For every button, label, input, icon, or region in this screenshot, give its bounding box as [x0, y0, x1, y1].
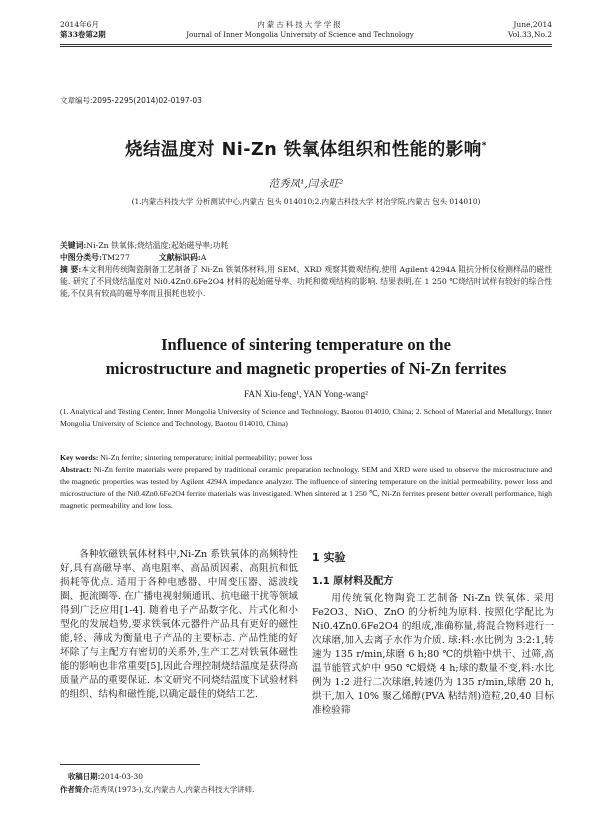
en-affiliation: (1. Analytical and Testing Center, Inner Mongolia University of Science and Technology, Baotou 014010, China; 2. School of Material and Metallurgy, Inner Mongolia University of Science and Technology, Baotou 014010, China) — [60, 407, 552, 428]
en-authors: FAN Xiu-feng¹, YAN Yong-wang² — [244, 389, 368, 399]
en-abstract — [60, 464, 552, 512]
en-keywords-label: Key words: — [60, 453, 99, 462]
cn-classification — [60, 252, 552, 264]
issue-date-en: June,2014 — [513, 20, 552, 29]
right-column — [312, 548, 554, 718]
journal-name-en: Journal of Inner Mongolia University of Science and Technology — [186, 31, 414, 39]
section-1-title: 1 实验 — [312, 551, 346, 564]
cn-title-text: 烧结温度对 Ni-Zn 铁氧体组织和性能的影响 — [125, 140, 482, 160]
en-title-line2: microstructure and magnetic properties of Ni-Zn ferrites — [105, 359, 507, 378]
article-number: 文章编号:2095-2295(2014)02-0197-03 — [60, 96, 202, 105]
volume-issue-en: Vol.33,No.2 — [507, 30, 552, 39]
footnote-author-label: 作者简介: — [60, 785, 93, 794]
cn-affiliation: (1.内蒙古科技大学 分析测试中心,内蒙古 包头 014010;2.内蒙古科技大学 材冶学院,内蒙古 包头 014010) — [131, 197, 481, 206]
materials-paragraph: 用传统氧化物陶瓷工艺制备 Ni-Zn 铁氧体. 采用 Fe2O3、NiO、ZnO 的分析纯为原料. 按照化学配比为 Ni0.4Zn0.6Fe2O4 的组成,准确称量,将混合物料进行一次球磨,加入去离子水作为介质. 球:料:水比例为 3:2:1,转速为 135 r/min,球磨 6 h;80 ℃的烘箱中烘干、过筛,高温节能管式炉中 950 ℃煅烧 4 h;球的数量不变,料:水比例为 1:2 进行二次球磨,转速仍为 135 r/min,球磨 20 h,烘干,加入 10% 聚乙烯醇(PVA 粘结剂)造粒,20,40 目标准检验筛 — [312, 593, 554, 716]
cn-class-value: TM277 — [101, 253, 130, 262]
journal-name-cn: 内蒙古科技大学学报 — [257, 20, 343, 29]
footnote-received-label: 收稿日期: — [68, 772, 101, 781]
cn-authors: 范秀凤¹,闫永旺² — [268, 178, 344, 190]
en-title — [60, 333, 552, 381]
journal-volume — [452, 20, 552, 40]
footnote-received-date: 2014-03-30 — [100, 772, 143, 781]
intro-paragraph: 各种软磁铁氧体材料中,Ni-Zn 系铁氧体的高频特性好,具有高磁导率、高电阻率、高品质因素、高阻抗和低损耗等优点. 适用于各种电感器、中周变压器、滤波线圈、扼流圈等. 在广播电视射频通讯、抗电磁干扰等领域得到广泛应用[1-4]. 随着电子产品数字化、片式化和小型化的发展趋势,要求铁氧体元器件产品具有更好的磁性能,轻、薄成为衡量电子产品的主要标志. 产品性能的好坏除了与主配方有密切的关系外,生产工艺对铁氧体磁性能的影响也非常重要[5],因此合理控制烧结温度是获得高质量产品的重要保证. 本文研究不同烧结温度下试验材料的组织、结构和磁性能,以确定最佳的烧结工艺. — [60, 549, 298, 700]
footnote-rule — [60, 764, 200, 765]
cn-doccode-label: 文献标识码: — [158, 253, 201, 262]
en-abstract-text: Ni-Zn ferrite materials were prepared by traditional ceramic preparation technology. SEM and XRD were used to observe the microstructure and the magnetic properties was tested by Agilent 4294A impedance analyzer. The influence of sintering temperature on the initial permeability, power loss and microstructure of the Ni0.4Zn0.6Fe2O4 ferrite materials was investigated. When sintered at 1 250 ℃, Ni-Zn ferrites present better overall performance, high magnetic permeability and low loss. — [60, 465, 552, 510]
cn-abstract — [60, 264, 552, 300]
cn-abstract-text: 本文利用传统陶瓷制备工艺制备了 Ni-Zn 铁氧体材料,用 SEM、XRD 观察其微观结构,使用 Agilent 4294A 阻抗分析仪检测样品的磁性能. 研究了不同烧结温度对 Ni0.4Zn0.6Fe2O4 材料的起始磁导率、功耗和微观结构的影响. 结果表明,在 1 250 ℃烧结时试样有较好的综合性能,不仅具有较高的磁导率而且损耗也较小. — [60, 265, 552, 298]
footnote-received — [60, 770, 552, 783]
cn-keywords-text: Ni-Zn 铁氧体;烧结温度;起始磁导率;功耗 — [86, 241, 229, 250]
footnote — [60, 770, 552, 796]
issue-date: 2014年6月 — [60, 20, 99, 29]
header-rule-thin — [60, 46, 552, 47]
en-keywords-text: Ni-Zn ferrite; sintering temperature; initial permeability; power loss — [100, 453, 313, 462]
cn-keywords — [60, 240, 552, 252]
en-title-line1: Influence of sintering temperature on the — [161, 335, 451, 354]
cn-title — [60, 136, 552, 161]
journal-name — [150, 20, 450, 40]
en-keywords — [60, 452, 552, 464]
en-abstract-label: Abstract: — [60, 465, 92, 474]
cn-doccode-value: A — [200, 253, 207, 262]
cn-abstract-label: 摘 要: — [60, 265, 82, 274]
footnote-author — [60, 783, 552, 796]
header-rule — [60, 44, 552, 45]
cn-class-label: 中图分类号: — [60, 253, 102, 262]
section-1-1-title: 1.1 原材料及配方 — [312, 576, 394, 587]
cn-keywords-label: 关键词: — [60, 241, 87, 250]
cn-keywords-block — [60, 240, 552, 300]
cn-title-mark: * — [481, 141, 487, 152]
volume-issue-cn: 第33卷第2期 — [60, 30, 106, 39]
footnote-author-text: 范秀凤(1973-),女,内蒙古人,内蒙古科技大学讲师. — [92, 785, 255, 794]
en-keywords-abstract — [60, 452, 552, 512]
